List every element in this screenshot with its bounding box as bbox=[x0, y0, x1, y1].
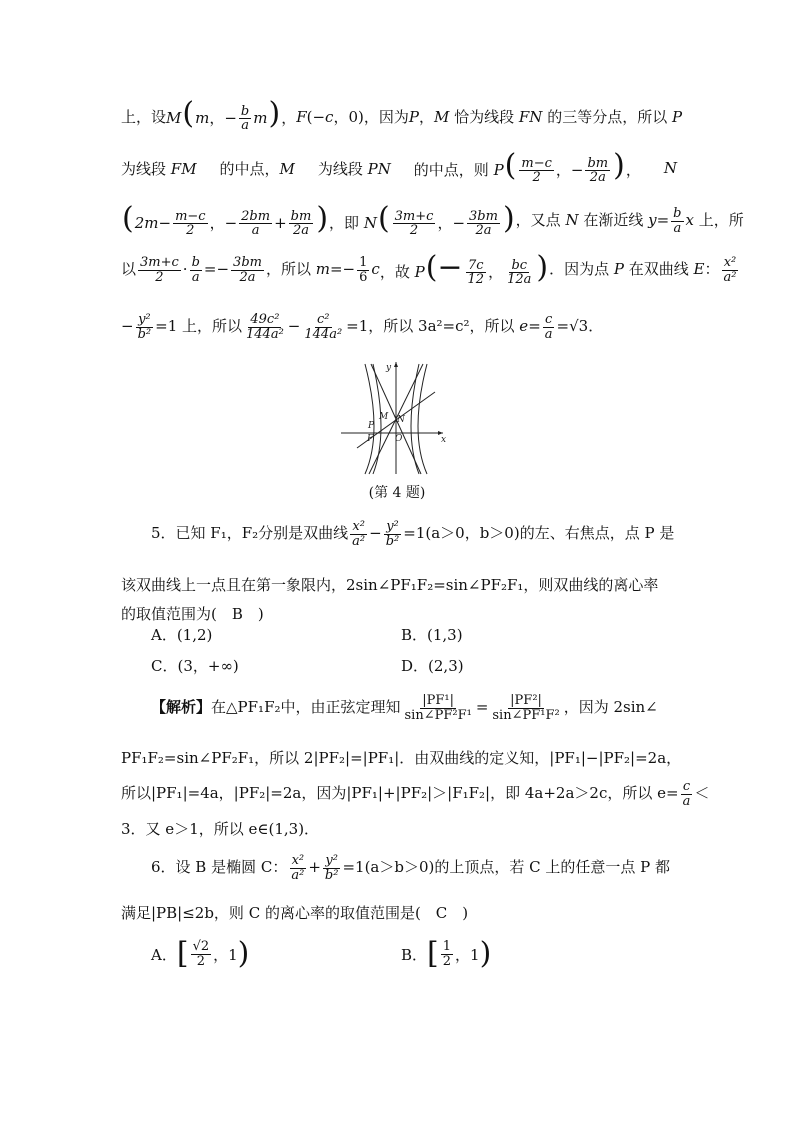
q5-option-b: B．(1,3) bbox=[401, 625, 463, 644]
label-P: P bbox=[368, 421, 375, 431]
q5-line1: 5．已知 F₁，F₂分别是双曲线 $\frac{\text{x²}}{\text{a²}}$ − $\frac{\text{y²}}{\text{b²}}$ =1(a＞0，b＞0)的左、右焦点，点 P 是 bbox=[151, 518, 675, 549]
q6-option-b: B． [ $\frac{1}{2}$ ，1 ) bbox=[401, 936, 492, 971]
label-O: O bbox=[395, 434, 403, 444]
sol4-line5: − $\frac{\text{y²}}{\text{b²}}$ =1 上，所以 $\frac{\text{49c²}}{\text{144a²}}$ − $\frac{\text{c²}}{\text{144a²}}$ =1，所以 3a²=c²，所以 e= $\frac{c}{a}$ =√3． bbox=[121, 311, 604, 342]
y-label: y bbox=[386, 363, 392, 373]
analysis-tag: 【解析】 bbox=[151, 698, 212, 716]
x-label: x bbox=[441, 435, 447, 445]
label-M: M bbox=[379, 412, 389, 422]
label-F: F bbox=[367, 434, 374, 444]
figure-caption: (第 4 题) bbox=[368, 485, 426, 501]
q6-line1: 6．设 B 是椭圆 C： $\frac{\text{x²}}{\text{a²}}$ + $\frac{\text{y²}}{\text{b²}}$ =1(a＞b＞0)的上顶点，若 C 上的任意一点 P 都 bbox=[151, 852, 671, 883]
hyperbola-left-branch bbox=[365, 364, 374, 474]
q5-option-c: C．(3，+∞) bbox=[151, 656, 239, 675]
hyperbola-figure bbox=[337, 356, 457, 478]
sol5-line1: 【解析】在△PF₁F₂中，由正弦定理知 $\frac{\text{|PF¹|}}{\text{sin∠PF²F¹}}$ = $\frac{\text{|PF²|}}{\text{sin∠PF¹F²}}$ ，因为 2sin∠ bbox=[151, 692, 658, 723]
sol5-line4: 3．又 e＞1，所以 e∈(1,3)． bbox=[121, 819, 320, 838]
q5-option-a: A．(1,2) bbox=[151, 625, 213, 644]
sol4-line3: (2m− $\frac{m-c}{2}$ ，− $\frac{2bm}{a}$ + $\frac{bm}{2a}$ ) ，即 N( $\frac{3m+c}{2}$ ，− $\frac{3bm}{2a}$ ) ，又点 N 在渐近线 y= $\frac{b}{a}$ x 上，所 bbox=[122, 200, 744, 239]
sol4-line2: 为线段 FM 的中点，M 为线段 PN 的中点，则 P( $\frac{m-c}{2}$ ，− $\frac{bm}{2a}$ )， N bbox=[121, 147, 677, 186]
fraction: $\frac{b}{a}$ bbox=[240, 103, 250, 134]
q6-option-a: A． [ $\frac{√2}{2}$ ，1 ) bbox=[151, 936, 250, 971]
hyperbola-right-branch bbox=[418, 364, 427, 474]
label-N: N bbox=[397, 415, 405, 425]
q5-option-d: D．(2,3) bbox=[401, 656, 464, 675]
q6-line2: 满足|PB|≤2b，则 C 的离心率的取值范围是( C ) bbox=[121, 903, 469, 922]
sol5-line2: PF₁F₂=sin∠PF₂F₁，所以 2|PF₂|=|PF₁|．由双曲线的定义知，|PF₁|−|PF₂|=2a， bbox=[121, 748, 682, 767]
q5-line3: 的取值范围为( B ) bbox=[121, 604, 264, 623]
sol4-line1: 上，设 M(m，− $\frac{b}{a}$ m)， F(−c，0)，因为 P，M 恰为线段 FN 的三等分点，所以 P bbox=[121, 95, 683, 134]
sol4-line4: 以 $\frac{3m+c}{2}$ · $\frac{b}{a}$ =− $\frac{3bm}{2a}$ ，所以 m=− $\frac{1}{6}$ c ，故 P(− $\frac{7c}{12}$ ， $\frac{bc}{12a}$ ) ．因为点 P 在双曲线 E： $\frac{\text{x²}}{\text{a²}}$ bbox=[121, 249, 737, 288]
sol5-line3: 所以|PF₁|=4a，|PF₂|=2a，因为|PF₁|+|PF₂|＞|F₁F₂|，即 4a+2a＞2c，所以 e= $\frac{c}{a}$ ＜ bbox=[121, 778, 710, 809]
q5-line2: 该双曲线上一点且在第一象限内，2sin∠PF₁F₂=sin∠PF₂F₁，则双曲线的离心率 bbox=[121, 575, 659, 594]
